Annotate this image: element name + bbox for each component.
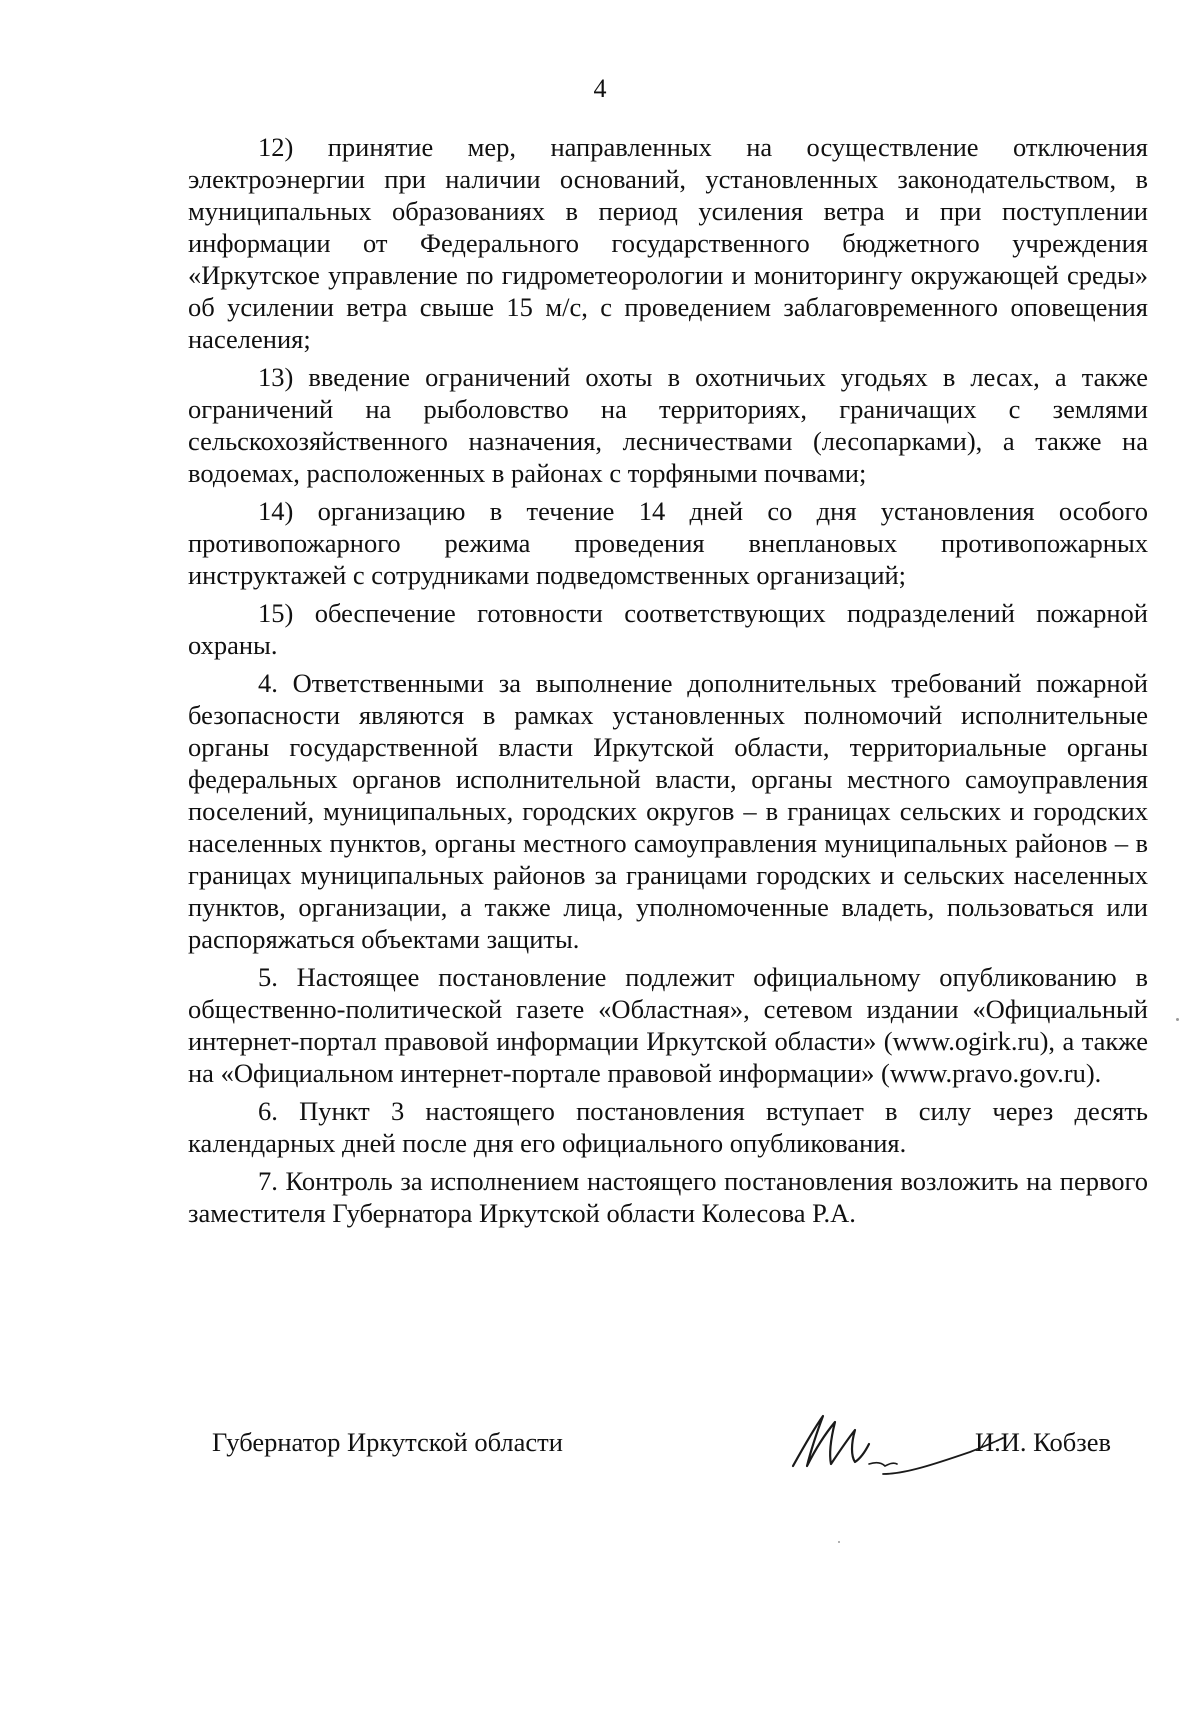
scan-speck (1176, 1018, 1179, 1021)
paragraph-clause-7: 7. Контроль за исполнением настоящего постановления возложить на первого заместителя Губернатора Иркутской области Колесова Р.А. (188, 1166, 1148, 1228)
paragraph-clause-4: 4. Ответственными за выполнение дополнительных требований пожарной безопасности являются в рамках установленных полномочий исполнительные органы государственной власти Иркутской области, территориальные органы федеральных органов исполнительной власти, органы местного самоуправления поселений, муниципальных, городских округов – в границах сельских и городских населенных пунктов, органы местного самоуправления муниципальных районов – в границах муниципальных районов за границами городских и сельских населенных пунктов, организации, а также лица, уполномоченные владеть, пользоваться или распоряжаться объектами защиты. (188, 668, 1148, 954)
paragraph-item-15: 15) обеспечение готовности соответствующих подразделений пожарной охраны. (188, 598, 1148, 660)
paragraph-item-14: 14) организацию в течение 14 дней со дня установления особого противопожарного режима проведения внеплановых противопожарных инструктажей с сотрудниками подведомственных организаций; (188, 496, 1148, 590)
signatory-name: И.И. Кобзев (975, 1427, 1111, 1457)
scan-speck (838, 1541, 840, 1543)
paragraph-clause-6: 6. Пункт 3 настоящего постановления вступает в силу через десять календарных дней после дня его официального опубликования. (188, 1096, 1148, 1158)
paragraph-item-12: 12) принятие мер, направленных на осуществление отключения электроэнергии при наличии оснований, установленных законодательством, в муниципальных образованиях в период усиления ветра и при поступлении информации от Федерального государственного бюджетного учреждения «Иркутское управление по гидрометеорологии и мониторингу окружающей среды» об усилении ветра свыше 15 м/с, с проведением заблаговременного оповещения населения; (188, 132, 1148, 354)
document-body (188, 131, 1148, 1229)
paragraph-clause-5: 5. Настоящее постановление подлежит официальному опубликованию в общественно-политической газете «Областная», сетевом издании «Официальный интернет-портал правовой информации Иркутской области» (www.ogirk.ru), а также на «Официальном интернет-портале правовой информации» (www.pravo.gov.ru). (188, 962, 1148, 1088)
paragraph-item-13: 13) введение ограничений охоты в охотничьих угодьях в лесах, а также ограничений на рыболовство на территориях, граничащих с землями сельскохозяйственного назначения, лесничествами (лесопарками), а также на водоемах, расположенных в районах с торфяными почвами; (188, 362, 1148, 488)
signature-block (0, 1412, 1200, 1502)
signatory-title: Губернатор Иркутской области (212, 1427, 563, 1457)
page-number: 4 (593, 74, 607, 103)
